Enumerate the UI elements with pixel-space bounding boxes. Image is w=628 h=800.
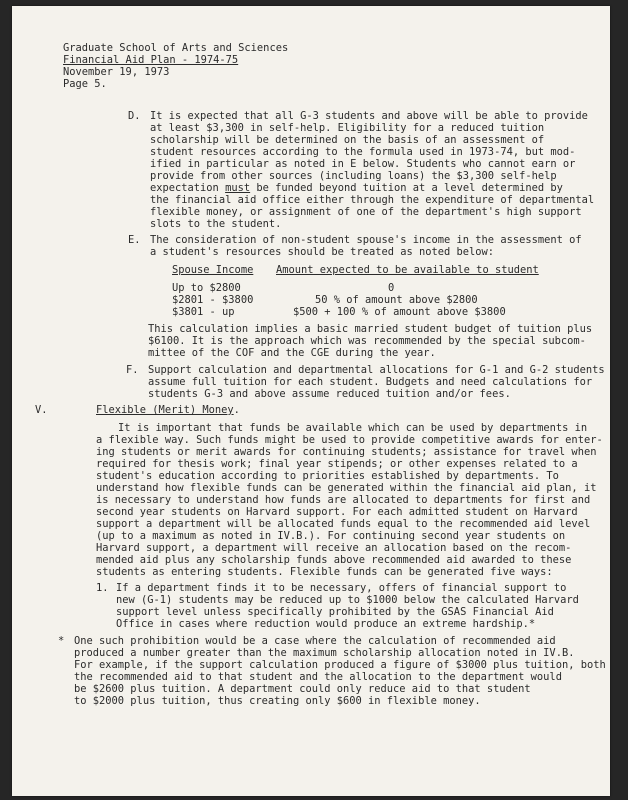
section-v-title: Flexible (Merit) Money bbox=[96, 404, 234, 416]
section-f-letter: F. bbox=[126, 364, 139, 376]
table-cell-income: $3801 - up bbox=[172, 306, 235, 318]
header-plan-title: Financial Aid Plan - 1974-75 bbox=[63, 54, 239, 66]
table-cell-amount: 50 % of amount above $2800 bbox=[315, 294, 478, 306]
footnote-line: produced a number greater than the maximum scholarship allocation noted in IV.B. bbox=[74, 647, 575, 659]
footnote-marker: * bbox=[58, 635, 65, 647]
section-e-letter: E. bbox=[128, 234, 141, 246]
emphasis-must: must bbox=[225, 182, 251, 194]
section-d-letter: D. bbox=[128, 110, 141, 122]
section-v-paragraph-line: (up to a maximum as noted in IV.B.). For continuing second year students on bbox=[96, 530, 566, 542]
item-1-line: new (G-1) students may be reduced up to $1000 below the calculated Harvard bbox=[116, 594, 579, 606]
section-v-heading bbox=[96, 404, 240, 417]
section-d-line: flexible money, or assignment of one of the department's high support bbox=[150, 206, 582, 218]
table-cell-amount: 0 bbox=[388, 282, 395, 294]
section-v-paragraph-line: required for thesis work; final year stipends; or other expenses related to a bbox=[96, 458, 578, 470]
section-d-line: scholarship will be determined on the basis of an assessment of bbox=[150, 134, 545, 146]
table-header-amount: Amount expected to be available to student bbox=[276, 264, 539, 276]
table-cell-income: $2801 - $3800 bbox=[172, 294, 254, 306]
section-f-line: students G-3 and above assume reduced tuition and/or fees. bbox=[148, 388, 511, 400]
section-f-line: Support calculation and departmental allocations for G-1 and G-2 students bbox=[148, 364, 605, 376]
table-cell-income: Up to $2800 bbox=[172, 282, 241, 294]
section-e-intro: a student's resources should be treated as noted below: bbox=[150, 246, 495, 258]
table-header-spouse-income: Spouse Income bbox=[172, 264, 254, 276]
section-d-line: the financial aid office either through the expenditure of departmental bbox=[150, 194, 595, 206]
section-e-after: mittee of the COF and the CGE during the year. bbox=[148, 347, 436, 359]
item-1-line: If a department finds it to be necessary, offers of financial support to bbox=[116, 582, 567, 594]
section-d-line: slots to the student. bbox=[150, 218, 282, 230]
section-d-line: ified in particular as noted in E below. Students who cannot earn or bbox=[150, 158, 576, 170]
section-e-after: $6100. It is the approach which was recommended by the special subcom- bbox=[148, 335, 586, 347]
section-e-intro: The consideration of non-student spouse's income in the assessment of bbox=[150, 234, 582, 246]
section-v-numeral: V. bbox=[35, 404, 48, 416]
footnote-line: One such prohibition would be a case where the calculation of recommended aid bbox=[74, 635, 556, 647]
table-cell-amount: $500 + 100 % of amount above $3800 bbox=[293, 306, 506, 318]
section-v-paragraph-line: It is important that funds be available which can be used by departments in bbox=[118, 422, 588, 434]
header-page-number: Page 5. bbox=[63, 78, 107, 90]
section-d-text: be funded beyond tuition at a level determined by bbox=[256, 182, 563, 194]
document-page bbox=[12, 6, 610, 796]
section-d-line: at least $3,300 in self-help. Eligibility for a reduced tuition bbox=[150, 122, 545, 134]
footnote-line: be $2600 plus tuition. A department could only reduce aid to that student bbox=[74, 683, 531, 695]
section-v-paragraph-line: Harvard support, a department will receive an allocation based on the recom- bbox=[96, 542, 572, 554]
section-v-paragraph-line: students as entering students. Flexible funds can be generated five ways: bbox=[96, 566, 553, 578]
section-d-line: provide from other sources (including loans) the $3,300 self-help bbox=[150, 170, 557, 182]
section-v-paragraph-line: a flexible way. Such funds might be used to provide competitive awards for enter- bbox=[96, 434, 603, 446]
footnote-line: the recommended aid to that student and the allocation to the department would bbox=[74, 671, 562, 683]
section-d-line: student resources according to the formula used in 1973-74, but mod- bbox=[150, 146, 576, 158]
section-f-line: assume full tuition for each student. Budgets and need calculations for bbox=[148, 376, 593, 388]
section-v-title-period: . bbox=[233, 404, 240, 416]
footnote-line: to $2000 plus tuition, thus creating only $600 in flexible money. bbox=[74, 695, 481, 707]
section-d-line: It is expected that all G-3 students and above will be able to provide bbox=[150, 110, 588, 122]
section-v-paragraph-line: ing students or merit awards for continuing students; assistance for travel when bbox=[96, 446, 597, 458]
header-school: Graduate School of Arts and Sciences bbox=[63, 42, 289, 54]
section-v-paragraph-line: support a department will be allocated funds equal to the recommended aid level bbox=[96, 518, 591, 530]
section-d-text: expectation bbox=[150, 182, 219, 194]
section-e-after: This calculation implies a basic married student budget of tuition plus bbox=[148, 323, 593, 335]
header-date: November 19, 1973 bbox=[63, 66, 170, 78]
item-1-number: 1. bbox=[96, 582, 109, 594]
footnote-line: For example, if the support calculation produced a figure of $3000 plus tuition, both bbox=[74, 659, 606, 671]
section-v-paragraph-line: understand how flexible funds can be generated within the financial aid plan, it bbox=[96, 482, 597, 494]
item-1-line: support level unless specifically prohibited by the GSAS Financial Aid bbox=[116, 606, 554, 618]
section-v-paragraph-line: student's education according to priorities established by departments. To bbox=[96, 470, 559, 482]
item-1-line: Office in cases where reduction would produce an extreme hardship.* bbox=[116, 618, 536, 630]
section-v-paragraph-line: mended aid plus any scholarship funds above recommended aid awarded to these bbox=[96, 554, 572, 566]
section-v-paragraph-line: is necessary to understand how funds are allocated to departments for first and bbox=[96, 494, 591, 506]
section-v-paragraph-line: second year students on Harvard support. For each admitted student on Harvard bbox=[96, 506, 578, 518]
